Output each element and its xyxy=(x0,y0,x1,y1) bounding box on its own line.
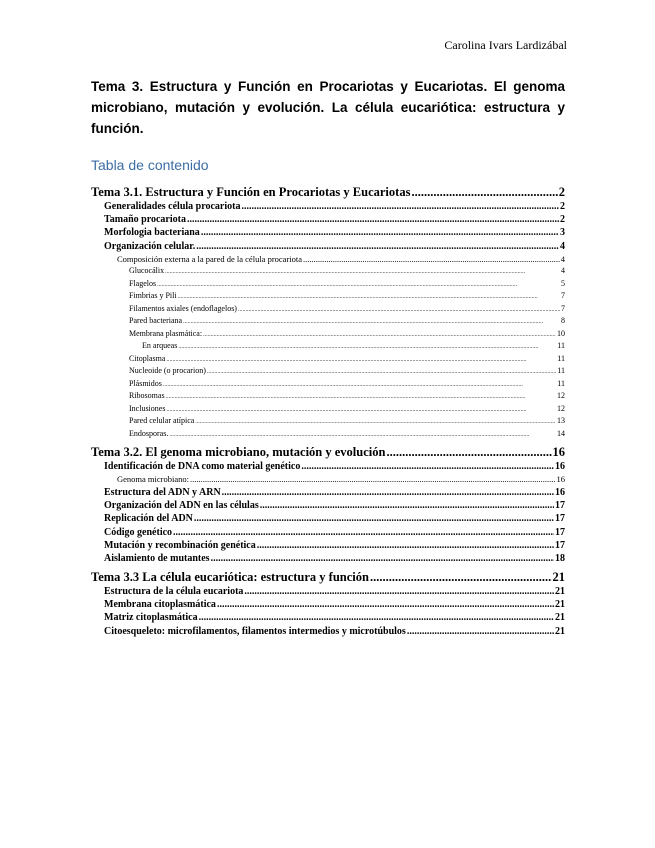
toc-entry[interactable] xyxy=(91,240,565,253)
toc-entry[interactable] xyxy=(91,460,565,473)
toc-entry[interactable] xyxy=(91,486,565,499)
toc-leader xyxy=(166,354,556,367)
toc-entry-page: 14 xyxy=(557,428,565,438)
toc-leader xyxy=(166,404,556,417)
toc-entry-label: Estructura de la célula eucariota xyxy=(104,586,244,598)
toc-entry-page: 18 xyxy=(555,552,565,564)
document-title: Tema 3. Estructura y Función en Procariotas y Eucariotas. El genoma microbiano, mutación y evolución. La célula eucariótica: estructura y función. xyxy=(91,79,565,136)
toc-entry[interactable] xyxy=(91,315,565,328)
toc-entry-label: Tema 3.3 La célula eucariótica: estructura y función xyxy=(91,570,369,585)
toc-entry[interactable] xyxy=(91,512,565,525)
toc-entry-label: Membrana plasmática: xyxy=(129,328,203,338)
toc-entry-page: 4 xyxy=(560,253,565,264)
toc-leader xyxy=(196,240,559,253)
toc-entry-page: 17 xyxy=(555,513,565,525)
toc-leader xyxy=(203,329,556,342)
document-author: Carolina Ivars Lardizábal xyxy=(444,38,567,52)
toc-entry-label: Filamentos axiales (endoflagelos) xyxy=(129,303,237,313)
toc-entry[interactable] xyxy=(91,200,565,213)
toc-entry-label: Pared celular atípica xyxy=(129,416,195,426)
toc-entry-page: 12 xyxy=(557,403,565,413)
toc-entry-label: Aislamiento de mutantes xyxy=(104,552,210,564)
toc-entry-label: Genoma microbiano: xyxy=(117,474,189,485)
toc-entry[interactable] xyxy=(91,526,565,539)
toc-entry[interactable] xyxy=(91,365,565,378)
toc-entry-label: Ribosomas xyxy=(129,391,165,401)
toc-entry-page: 17 xyxy=(555,500,565,512)
toc-entry[interactable] xyxy=(91,226,565,239)
toc-entry-page: 8 xyxy=(561,316,565,326)
toc-entry-page: 16 xyxy=(556,474,565,485)
toc-entry-label: Tema 3.2. El genoma microbiano, mutación y evolución xyxy=(91,445,386,460)
toc-leader xyxy=(187,213,559,226)
toc-entry-page: 11 xyxy=(557,378,565,388)
toc-entry-label: Plásmidos xyxy=(129,378,162,388)
toc-entry-label: Generalidades célula procariota xyxy=(104,201,241,212)
toc-entry-page: 21 xyxy=(555,625,565,637)
toc-leader xyxy=(241,200,559,213)
toc-entry-label: Citoesqueleto: microfilamentos, filamentos intermedios y microtúbulos xyxy=(104,625,406,637)
toc-heading: Tabla de contenido xyxy=(91,157,209,173)
toc-entry[interactable] xyxy=(91,328,565,341)
toc-leader xyxy=(199,611,554,624)
toc-entry-page: 16 xyxy=(552,445,565,460)
toc-entry-label: Inclusiones xyxy=(129,403,166,413)
toc-leader xyxy=(163,379,556,392)
toc-entry-label: Tema 3.1. Estructura y Función en Procariotas y Eucariotas xyxy=(91,185,411,199)
toc-leader xyxy=(194,512,554,525)
toc-entry-page: 21 xyxy=(555,586,565,598)
toc-leader xyxy=(178,341,556,354)
toc-entry-page: 7 xyxy=(561,291,565,301)
toc-leader xyxy=(301,460,554,473)
toc-entry-label: Glucocálix xyxy=(129,266,165,276)
toc-leader xyxy=(169,429,556,442)
toc-entry[interactable] xyxy=(91,552,565,565)
toc-entry-page: 2 xyxy=(560,201,565,212)
toc-entry[interactable] xyxy=(91,473,565,486)
toc-entry-page: 7 xyxy=(561,303,565,313)
toc-leader xyxy=(201,226,559,239)
toc-entry-label: En arqueas xyxy=(142,341,178,351)
toc-entry-page: 2 xyxy=(560,214,565,226)
toc-entry[interactable] xyxy=(91,303,565,316)
toc-leader xyxy=(386,444,551,460)
toc-entry[interactable] xyxy=(91,253,565,266)
toc-entry[interactable] xyxy=(91,625,565,638)
toc-entry-page: 4 xyxy=(561,266,565,276)
toc-entry-page: 11 xyxy=(557,353,565,363)
toc-entry-page: 11 xyxy=(557,366,565,376)
toc-leader xyxy=(207,366,556,379)
toc-entry-page: 16 xyxy=(555,461,565,473)
toc-entry-page: 4 xyxy=(560,240,565,252)
toc-entry-label: Nucleoide (o procarion) xyxy=(129,366,206,376)
toc-entry[interactable] xyxy=(91,611,565,624)
toc-entry-label: Membrana citoplasmática xyxy=(104,599,216,611)
toc-entry-label: Tamaño procariota xyxy=(104,214,186,226)
toc-leader xyxy=(183,316,560,329)
toc-entry-label: Composición externa a la pared de la célula procariota xyxy=(117,253,303,264)
toc-leader xyxy=(173,526,554,539)
toc-entry[interactable] xyxy=(91,278,565,291)
toc-entry[interactable] xyxy=(91,378,565,391)
toc-leader xyxy=(244,585,554,598)
toc-leader xyxy=(257,539,554,552)
toc-entry-page: 12 xyxy=(557,391,565,401)
toc-entry[interactable] xyxy=(91,499,565,512)
toc-entry-page: 21 xyxy=(555,599,565,611)
toc-entry[interactable] xyxy=(91,569,565,585)
toc-entry-label: Organización celular. xyxy=(104,240,196,252)
toc-leader xyxy=(370,569,552,585)
toc-leader xyxy=(195,416,556,429)
toc-entry-page: 21 xyxy=(555,612,565,624)
toc-entry-label: Replicación del ADN xyxy=(104,513,193,525)
toc-entry-page: 17 xyxy=(555,526,565,538)
toc-entry[interactable] xyxy=(91,390,565,403)
toc-leader xyxy=(217,598,554,611)
toc-entry-label: Morfologia bacteriana xyxy=(104,227,200,239)
toc-entry-label: Matriz citoplasmática xyxy=(104,612,198,624)
table-of-contents xyxy=(91,184,565,638)
toc-leader xyxy=(190,473,556,486)
toc-leader xyxy=(260,499,554,512)
toc-entry[interactable] xyxy=(91,444,565,460)
toc-entry[interactable] xyxy=(91,539,565,552)
toc-entry-label: Endosporas. xyxy=(129,428,169,438)
toc-leader xyxy=(166,391,556,404)
toc-entry-label: Fimbrias y Pili xyxy=(129,291,177,301)
toc-entry[interactable] xyxy=(91,403,565,416)
toc-entry-label: Pared bacteriana xyxy=(129,316,183,326)
toc-entry[interactable] xyxy=(91,415,565,428)
toc-entry[interactable] xyxy=(91,184,565,200)
toc-entry-page: 2 xyxy=(558,185,565,199)
toc-entry[interactable] xyxy=(91,353,565,366)
toc-entry-page: 3 xyxy=(560,227,565,239)
toc-entry[interactable] xyxy=(91,598,565,611)
toc-entry-label: Código genético xyxy=(104,526,173,538)
toc-entry-page: 10 xyxy=(557,328,565,338)
toc-leader xyxy=(165,266,560,279)
toc-leader xyxy=(303,253,560,266)
toc-leader xyxy=(157,279,560,292)
toc-entry-page: 16 xyxy=(555,486,565,498)
toc-entry-label: Estructura del ADN y ARN xyxy=(104,486,221,498)
toc-entry-page: 11 xyxy=(557,341,565,351)
toc-leader xyxy=(211,552,554,565)
toc-entry[interactable] xyxy=(91,428,565,441)
toc-entry-page: 13 xyxy=(557,416,565,426)
toc-entry-label: Mutación y recombinación genética xyxy=(104,539,256,551)
toc-leader xyxy=(411,184,557,200)
toc-leader xyxy=(238,304,560,317)
toc-entry-page: 5 xyxy=(561,278,565,288)
toc-entry[interactable] xyxy=(91,585,565,598)
toc-entry-label: Flagelos xyxy=(129,278,157,288)
toc-entry[interactable] xyxy=(91,265,565,278)
toc-entry-page: 17 xyxy=(555,539,565,551)
toc-entry-label: Organización del ADN en las células xyxy=(104,500,259,512)
toc-entry[interactable] xyxy=(91,213,565,226)
toc-entry[interactable] xyxy=(91,290,565,303)
toc-leader xyxy=(222,486,554,499)
toc-entry[interactable] xyxy=(91,340,565,353)
toc-entry-page: 21 xyxy=(552,570,565,585)
toc-entry-label: Citoplasma xyxy=(129,353,166,363)
toc-leader xyxy=(407,625,554,638)
toc-entry-label: Identificación de DNA como material genético xyxy=(104,461,301,473)
